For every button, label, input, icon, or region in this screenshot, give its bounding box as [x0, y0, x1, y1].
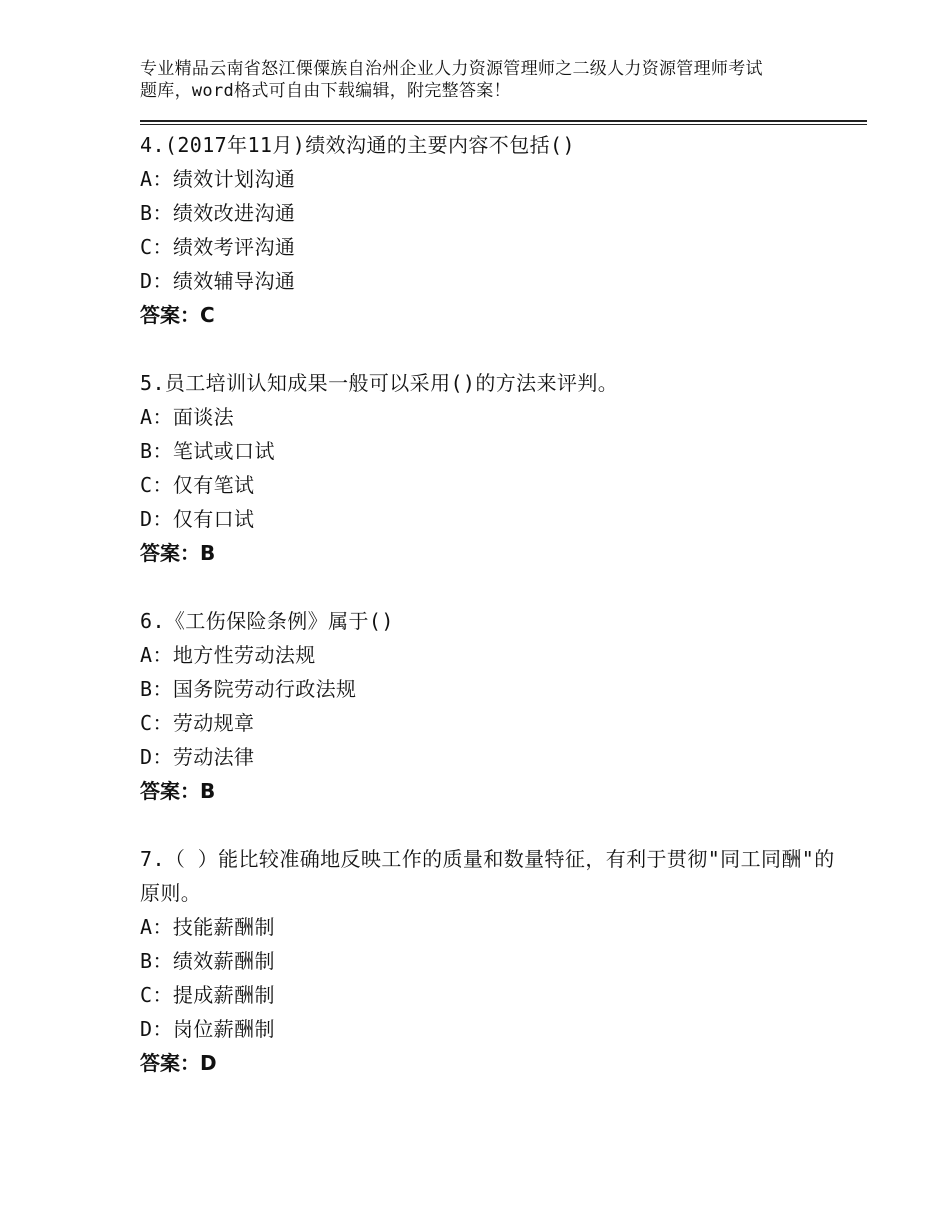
question-item [140, 842, 840, 1080]
option-b: B：笔试或口试 [140, 439, 275, 463]
option-d: D：劳动法律 [140, 745, 255, 769]
question-item [140, 366, 840, 570]
option-b: B：绩效薪酬制 [140, 949, 275, 973]
option-c: C：提成薪酬制 [140, 983, 275, 1007]
option-d: D：岗位薪酬制 [140, 1017, 275, 1041]
option-b: B：国务院劳动行政法规 [140, 677, 357, 701]
option-a: A：地方性劳动法规 [140, 643, 316, 667]
answer-label: 答案：C [140, 303, 215, 327]
option-d: D：绩效辅导沟通 [140, 269, 296, 293]
header-line-1: 专业精品云南省怒江傈僳族自治州企业人力资源管理师之二级人力资源管理师考试 [140, 59, 763, 79]
question-item [140, 128, 840, 332]
question-stem: 7.（ ）能比较准确地反映工作的质量和数量特征，有利于贯彻"同工同酬"的原则。 [140, 847, 835, 905]
header-line-2: 题库，word格式可自由下载编辑，附完整答案！ [140, 81, 511, 101]
option-a: A：绩效计划沟通 [140, 167, 296, 191]
option-b: B：绩效改进沟通 [140, 201, 296, 225]
answer-label: 答案：B [140, 541, 216, 565]
header-divider-thick [140, 120, 867, 122]
document-header [140, 58, 840, 102]
option-d: D：仅有口试 [140, 507, 255, 531]
option-c: C：仅有笔试 [140, 473, 255, 497]
option-a: A：技能薪酬制 [140, 915, 275, 939]
option-c: C：劳动规章 [140, 711, 255, 735]
question-list [140, 128, 840, 1114]
header-divider-thin [140, 124, 867, 125]
question-item [140, 604, 840, 808]
answer-label: 答案：D [140, 1051, 217, 1075]
answer-label: 答案：B [140, 779, 216, 803]
option-a: A：面谈法 [140, 405, 235, 429]
question-stem: 5.员工培训认知成果一般可以采用()的方法来评判。 [140, 371, 619, 395]
option-c: C：绩效考评沟通 [140, 235, 296, 259]
question-stem: 4.(2017年11月)绩效沟通的主要内容不包括() [140, 133, 575, 157]
question-stem: 6.《工伤保险条例》属于() [140, 609, 394, 633]
